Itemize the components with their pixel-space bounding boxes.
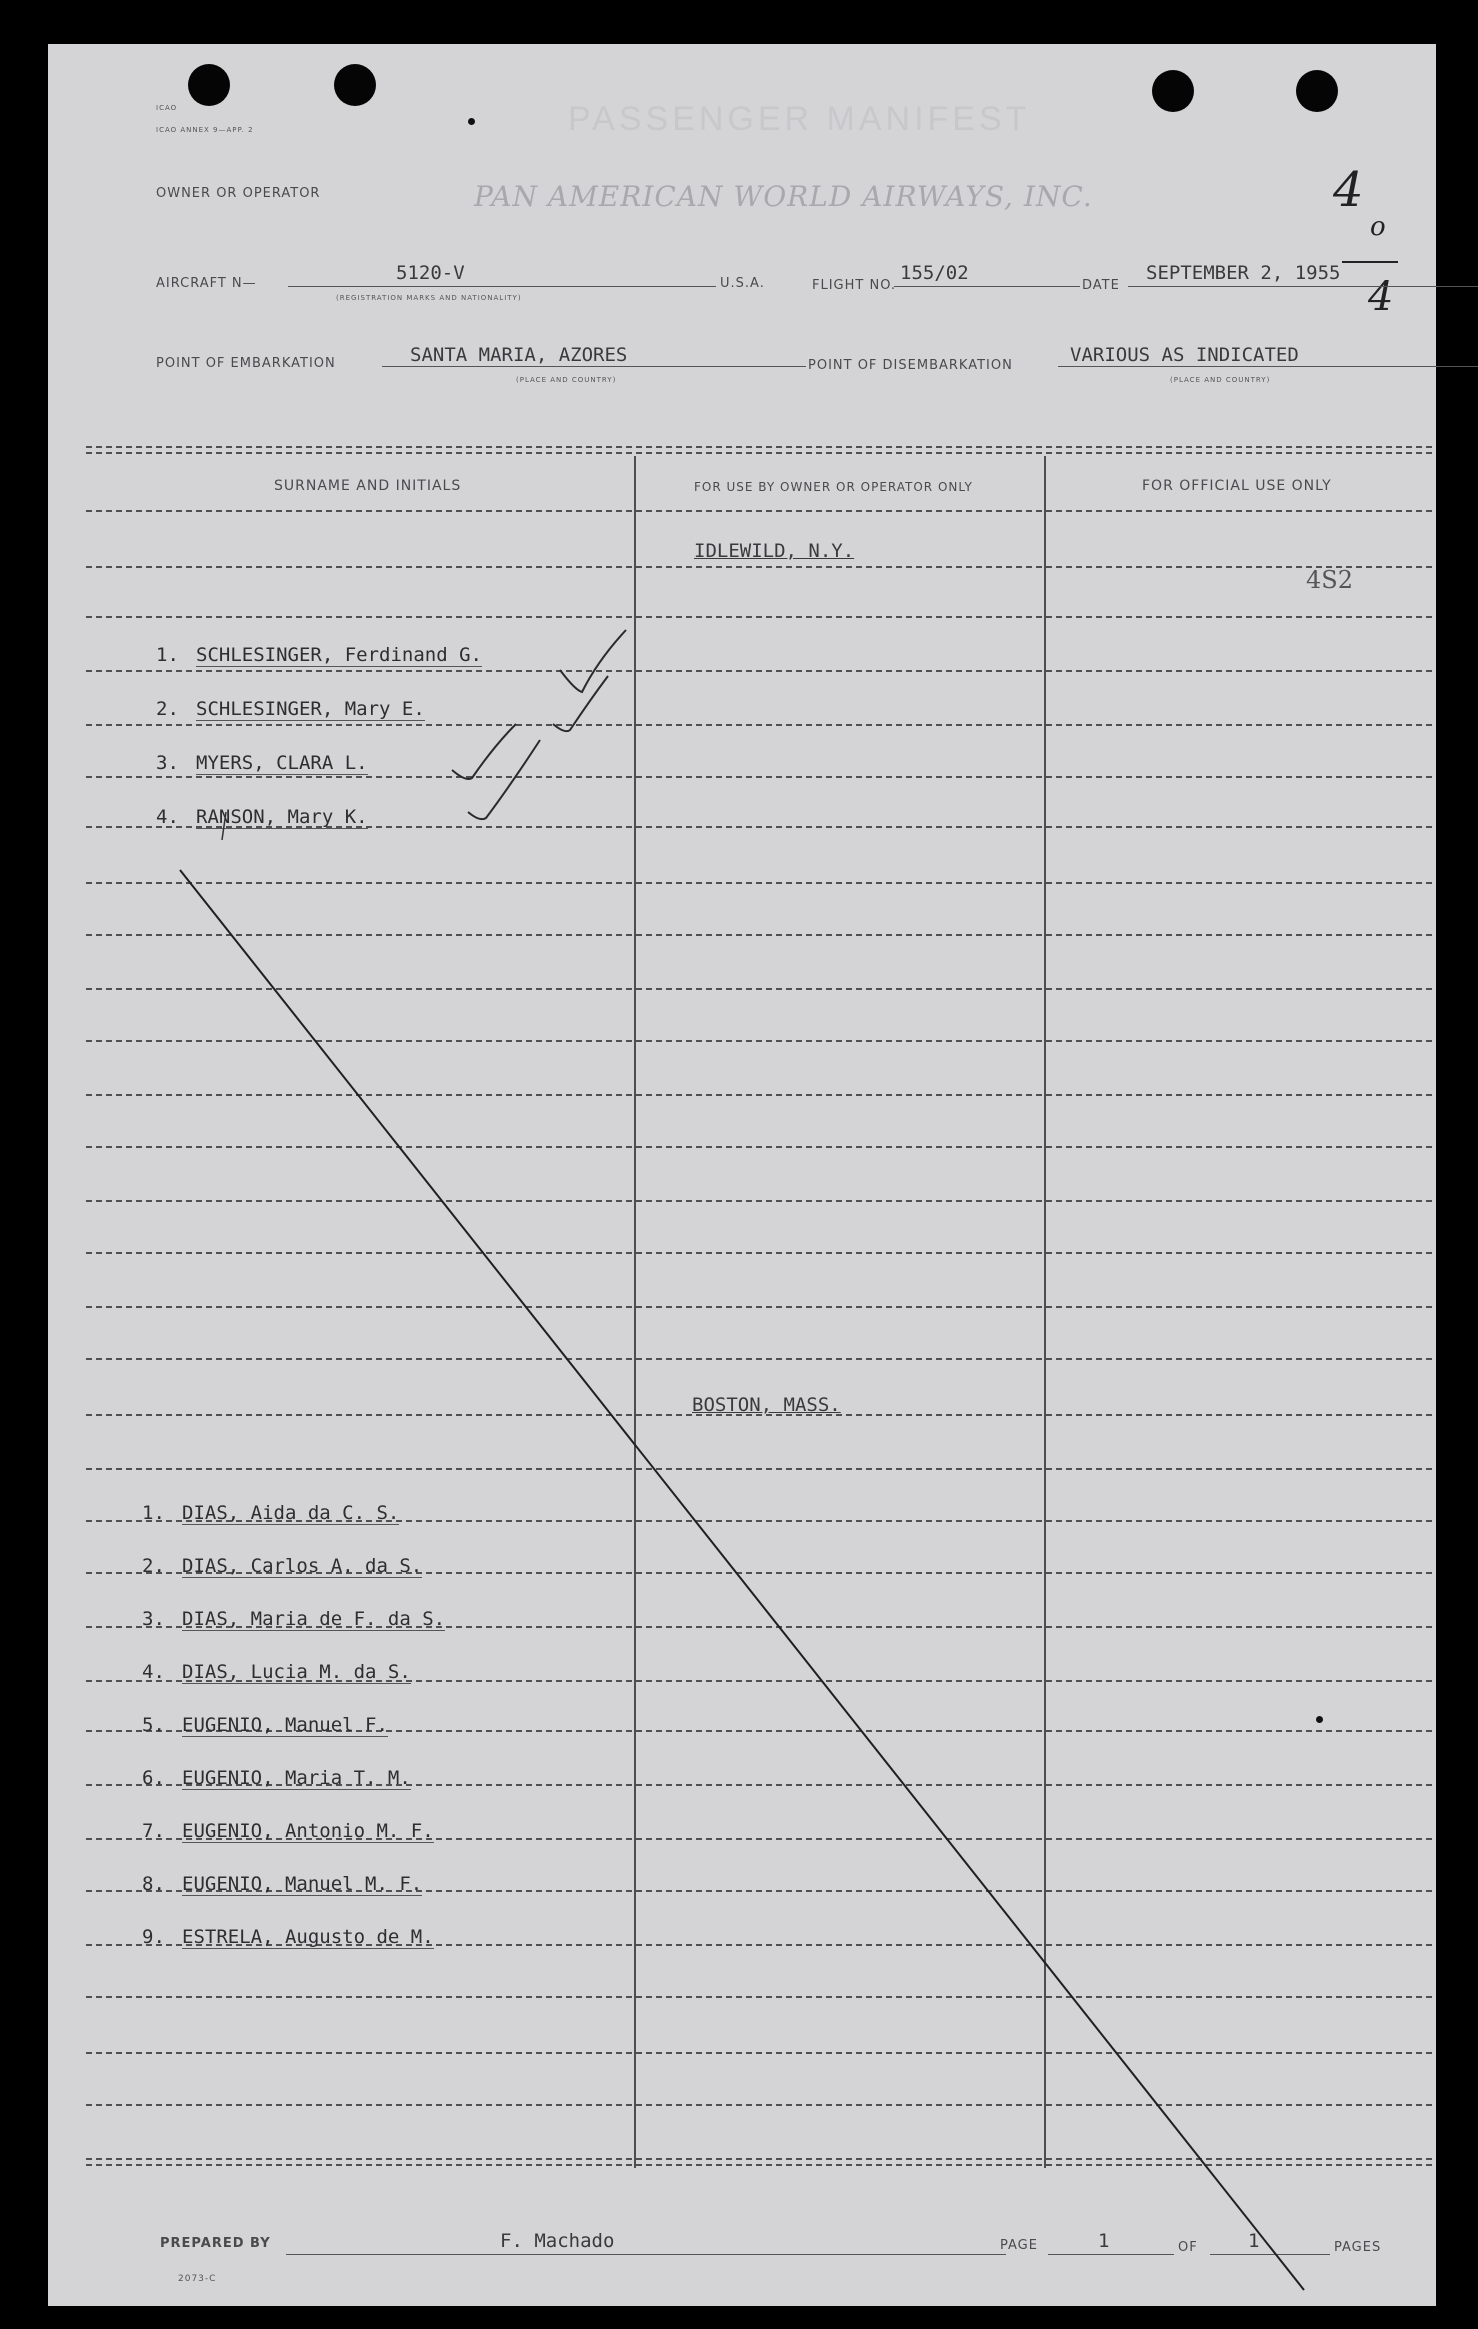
date-label: DATE: [1082, 278, 1120, 293]
prepared-by-label: PREPARED BY: [160, 2236, 271, 2251]
col-header-surname: SURNAME AND INITIALS: [274, 478, 462, 494]
passenger-name: EUGENIO, Manuel M. F.: [182, 1873, 423, 1895]
disembarkation-label: POINT OF DISEMBARKATION: [808, 358, 1013, 373]
passenger-number: 9.: [142, 1926, 165, 1948]
passenger-name: MYERS, CLARA L.: [196, 752, 368, 774]
prepared-by-value: F. Machado: [500, 2230, 615, 2252]
check-mark: [468, 740, 540, 819]
date-value: SEPTEMBER 2, 1955: [1146, 262, 1341, 284]
page-value: 1: [1098, 2230, 1110, 2252]
embarkation-label: POINT OF EMBARKATION: [156, 356, 336, 371]
passenger-name: EUGENIO, Maria T. M.: [182, 1767, 411, 1789]
passenger-number: 6.: [142, 1767, 165, 1789]
official-mark: 4S2: [1306, 566, 1353, 594]
passenger-number: 7.: [142, 1820, 165, 1842]
check-mark: [553, 676, 608, 731]
aircraft-value: 5120-V: [396, 262, 465, 284]
of-label: OF: [1178, 2240, 1198, 2255]
handwritten-corner-bottom: 4: [1368, 274, 1394, 320]
owner-value: PAN AMERICAN WORLD AIRWAYS, INC.: [474, 180, 1093, 213]
embark-note: (PLACE AND COUNTRY): [516, 376, 617, 384]
passenger-number: 2.: [156, 698, 179, 720]
registration-note: (REGISTRATION MARKS AND NATIONALITY): [336, 294, 522, 302]
disembark-note: (PLACE AND COUNTRY): [1170, 376, 1271, 384]
passenger-number: 3.: [142, 1608, 165, 1630]
passenger-number: 4.: [142, 1661, 165, 1683]
passenger-number: 1.: [156, 644, 179, 666]
passenger-name: DIAS, Maria de F. da S.: [182, 1608, 446, 1630]
handwritten-corner-top: 4: [1333, 162, 1364, 218]
passenger-number: 8.: [142, 1873, 165, 1895]
passenger-name: ESTRELA, Augusto de M.: [182, 1926, 434, 1948]
tick-mark: [222, 812, 226, 840]
faint-form-title: PASSENGER MANIFEST: [568, 100, 1031, 138]
aircraft-label: AIRCRAFT N—: [156, 276, 257, 291]
passenger-name: SCHLESINGER, Mary E.: [196, 698, 425, 720]
handwritten-corner-mid: o: [1370, 212, 1386, 242]
col-header-operator: FOR USE BY OWNER OR OPERATOR ONLY: [694, 480, 973, 494]
passenger-number: 1.: [142, 1502, 165, 1524]
check-mark: [452, 724, 516, 779]
passenger-number: 2.: [142, 1555, 165, 1577]
passenger-number: 4.: [156, 806, 179, 828]
flight-label: FLIGHT NO.: [812, 278, 897, 293]
disembarkation-value: VARIOUS AS INDICATED: [1070, 344, 1299, 366]
passenger-number: 3.: [156, 752, 179, 774]
usa-label: U.S.A.: [720, 276, 765, 291]
destination-idlewild: IDLEWILD, N.Y.: [694, 540, 855, 562]
owner-label: OWNER OR OPERATOR: [156, 186, 321, 201]
flight-value: 155/02: [900, 262, 969, 284]
passenger-name: DIAS, Aida da C. S.: [182, 1502, 400, 1524]
page-label: PAGE: [1000, 2238, 1038, 2253]
passenger-name: SCHLESINGER, Ferdinand G.: [196, 644, 482, 666]
col-header-official: FOR OFFICIAL USE ONLY: [1142, 478, 1332, 494]
passenger-name: DIAS, Carlos A. da S.: [182, 1555, 423, 1577]
of-value: 1: [1248, 2230, 1260, 2252]
pages-label: PAGES: [1334, 2240, 1382, 2255]
cancel-strike-line: [180, 870, 1304, 2290]
form-number: 2073-C: [178, 2274, 217, 2284]
passenger-name: EUGENIO, Manuel F.: [182, 1714, 388, 1736]
destination-boston: BOSTON, MASS.: [692, 1394, 841, 1416]
passenger-name: RANSON, Mary K.: [196, 806, 368, 828]
embarkation-value: SANTA MARIA, AZORES: [410, 344, 628, 366]
passenger-number: 5.: [142, 1714, 165, 1736]
passenger-name: EUGENIO, Antonio M. F.: [182, 1820, 434, 1842]
passenger-name: DIAS, Lucia M. da S.: [182, 1661, 411, 1683]
check-mark: [560, 630, 626, 692]
form-code: ICAO ANNEX 9—APP. 2: [156, 126, 254, 134]
form-code-top: ICAO: [156, 104, 178, 112]
